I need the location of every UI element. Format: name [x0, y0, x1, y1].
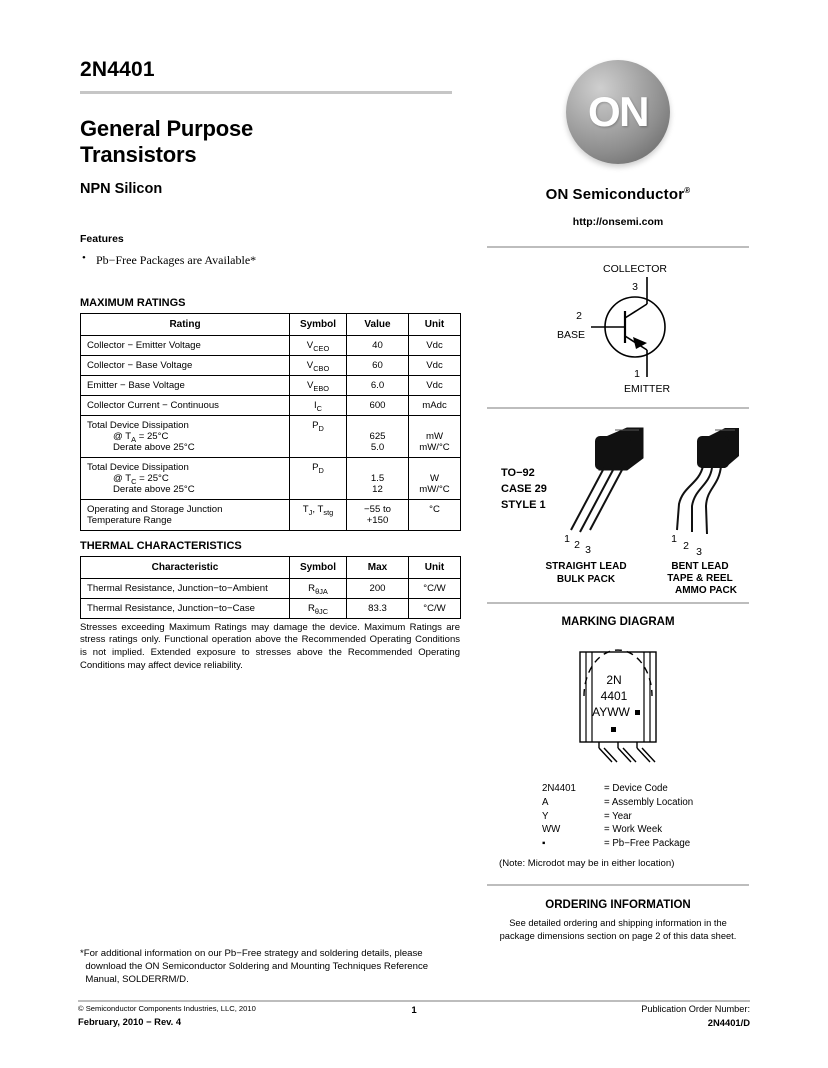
symbol-base: V — [306, 339, 314, 351]
title-divider — [80, 91, 452, 94]
marking-line2: 4401 — [600, 689, 628, 703]
cell-value — [347, 415, 409, 457]
lead-number-1: 1 — [564, 533, 570, 545]
legend-value: = Year — [604, 810, 632, 822]
ordering-information-body: See detailed ordering and shipping information in the package dimensions section on page 2 of this data sheet. — [499, 918, 737, 942]
symbol-sub: C — [316, 403, 322, 413]
cell-unit: °C — [409, 499, 461, 530]
cell-value — [347, 499, 409, 530]
legend-key: Y — [542, 810, 549, 822]
legend-row — [542, 782, 749, 796]
dissipation-unit2: mW/°C — [419, 483, 450, 495]
thermal-characteristics-heading: THERMAL CHARACTERISTICS — [80, 539, 242, 552]
cell-symbol: $R_{\theta JA}$ — [290, 578, 347, 598]
marking-line3: AYWW — [592, 705, 630, 719]
dissipation-line3: Derate above 25°C — [113, 441, 195, 453]
footer-right — [641, 1004, 750, 1028]
column-header-unit: Unit — [409, 313, 461, 335]
table-header-row — [81, 313, 461, 335]
cell-unit: mAdc — [409, 395, 461, 415]
left-column — [80, 58, 462, 672]
brand-logo-block — [487, 60, 749, 178]
registered-mark: ® — [684, 186, 691, 195]
brand-url[interactable]: http://onsemi.com — [572, 216, 664, 228]
dissipation-line3: Derate above 25°C — [113, 483, 195, 495]
pb-free-footnote — [80, 948, 462, 987]
cell-symbol — [290, 335, 347, 355]
table-row — [81, 355, 461, 375]
marking-line1: 2N — [606, 673, 622, 687]
cell-value — [347, 457, 409, 499]
column-header-unit: Unit — [409, 556, 461, 578]
cell-unit: °C/W — [409, 578, 461, 598]
legend-row — [542, 823, 749, 837]
ordering-information-heading: ORDERING INFORMATION — [545, 899, 691, 912]
dissipation-value2: 5.0 — [370, 441, 385, 453]
legend-row — [542, 796, 749, 810]
emitter-label: EMITTER — [623, 383, 671, 394]
lead-number-3: 3 — [585, 544, 591, 556]
cell-unit — [409, 457, 461, 499]
column-header-rating: Rating — [81, 313, 290, 335]
dissipation-value1: 625 — [369, 430, 386, 442]
microdot-bottom — [611, 727, 616, 732]
symbol-base: V — [306, 379, 314, 391]
cell-value: 6.0 — [347, 375, 409, 395]
dissipation-unit1: W — [429, 472, 440, 484]
collector-label: COLLECTOR — [603, 263, 667, 275]
legend-key: 2N4401 — [542, 783, 576, 794]
cell-unit: Vdc — [409, 375, 461, 395]
lead-number-3: 3 — [696, 546, 702, 558]
cell-characteristic: Thermal Resistance, Junction−to−Case — [81, 598, 290, 618]
dissipation-line1: Total Device Dissipation — [87, 419, 189, 431]
dissipation-unit1: mW — [425, 430, 444, 442]
transistor-schematic-block — [487, 248, 749, 407]
cell-symbol — [290, 375, 347, 395]
cell-rating — [81, 499, 290, 530]
column-header-value: Value — [347, 313, 409, 335]
marking-legend — [499, 782, 749, 870]
right-column — [487, 58, 749, 943]
marking-diagram-heading: MARKING DIAGRAM — [561, 616, 675, 628]
lead-number-2: 2 — [683, 540, 689, 552]
legend-value: = Pb−Free Package — [604, 838, 691, 850]
cell-symbol: $P_D$ — [290, 457, 347, 499]
legend-row — [542, 810, 749, 824]
base-pin-number: 2 — [576, 310, 582, 322]
case-line3: STYLE 1 — [501, 499, 546, 511]
column-header-symbol: Symbol — [290, 313, 347, 335]
case-line1: TO−92 — [501, 467, 535, 479]
cell-rating: Collector − Base Voltage — [81, 355, 290, 375]
maximum-ratings-table — [80, 313, 461, 531]
symbol-base: V — [306, 359, 314, 371]
cell-rating — [81, 415, 290, 457]
microdot-right — [635, 710, 640, 715]
thermal-characteristics-table — [80, 556, 461, 619]
cell-rating: Emitter − Base Voltage — [81, 375, 290, 395]
bent-lead-caption3: AMMO PACK — [674, 585, 737, 596]
legend-value: = Device Code — [604, 783, 668, 794]
dissipation-unit2: mW/°C — [419, 441, 450, 453]
straight-lead-package — [545, 428, 643, 585]
page-title — [80, 116, 462, 168]
lead-number-1: 1 — [671, 533, 677, 545]
cell-max: 200 — [347, 578, 409, 598]
table-row-dissipation-case — [81, 457, 461, 499]
table-row — [81, 335, 461, 355]
cell-rating: Collector − Emitter Voltage — [81, 335, 290, 355]
table-row — [81, 598, 461, 618]
table-row — [81, 395, 461, 415]
table-header-row — [81, 556, 461, 578]
page-subtitle: NPN Silicon — [80, 180, 163, 197]
to92-package-drawing-icon — [487, 418, 749, 590]
column-header-symbol: Symbol — [290, 556, 347, 578]
symbol-sub: CBO — [313, 363, 330, 373]
cell-symbol: $T_J$, $T_{stg}$ — [290, 499, 347, 530]
microdot-note: (Note: Microdot may be in either location) — [499, 857, 675, 869]
table-row — [81, 578, 461, 598]
marking-diagram-icon — [487, 638, 749, 763]
table-row-dissipation-ambient — [81, 415, 461, 457]
cell-symbol — [290, 395, 347, 415]
junction-value1: −55 to — [364, 503, 391, 515]
straight-lead-caption2: BULK PACK — [556, 574, 616, 585]
ordering-information-block — [487, 886, 749, 943]
dissipation-line1: Total Device Dissipation — [87, 461, 189, 473]
page-number: 1 — [411, 1005, 417, 1016]
cell-max: 83.3 — [347, 598, 409, 618]
lead-number-2: 2 — [574, 539, 580, 551]
date-revision: February, 2010 − Rev. 4 — [78, 1016, 182, 1027]
brand-name-on: ON — [545, 186, 569, 203]
base-label: BASE — [556, 329, 586, 341]
cell-symbol: $R_{\theta JC}$ — [290, 598, 347, 618]
publication-order-number: 2N4401/D — [707, 1017, 750, 1028]
cell-unit: Vdc — [409, 355, 461, 375]
publication-order-label: Publication Order Number: — [641, 1004, 750, 1014]
cell-symbol — [290, 355, 347, 375]
brand-name-semiconductor: Semiconductor — [572, 186, 685, 203]
on-logo-text: ON — [588, 88, 648, 135]
cell-value: 40 — [347, 335, 409, 355]
footnote-line2: download the ON Semiconductor Soldering and Mounting Techniques Reference — [85, 960, 429, 972]
features-heading: Features — [80, 232, 124, 245]
cell-unit — [409, 415, 461, 457]
dissipation-line2: @ $T_C = 25^\circ C$ — [113, 472, 169, 486]
cell-symbol: $P_D$ — [290, 415, 347, 457]
cell-rating: Collector Current − Continuous — [81, 395, 290, 415]
package-drawing-block — [487, 409, 749, 602]
dissipation-value2: 12 — [372, 483, 383, 495]
part-number: 2N4401 — [80, 58, 155, 81]
cell-rating — [81, 457, 290, 499]
collector-pin-number: 3 — [632, 281, 638, 293]
dissipation-line2: @ $T_A = 25^\circ C$ — [113, 430, 169, 444]
marking-diagram-block — [487, 604, 749, 874]
npn-transistor-symbol-icon — [487, 259, 749, 394]
table-row — [81, 375, 461, 395]
page-title-line1: General Purpose — [80, 116, 254, 141]
stress-note: Stresses exceeding Maximum Ratings may damage the device. Maximum Ratings are stress ratings only. Functional operation above the Recommended Operating Conditions is not implied. Extended exposure to stresses above the Recommended Operating Conditions may affect device reliability. — [80, 621, 460, 671]
bent-lead-caption2: TAPE & REEL — [667, 573, 733, 584]
cell-value: 600 — [347, 395, 409, 415]
junction-line2: Temperature Range — [87, 514, 172, 526]
case-line2: CASE 29 — [501, 483, 547, 495]
symbol-sub: EBO — [313, 383, 329, 393]
legend-key: A — [542, 796, 549, 808]
page-title-line2: Transistors — [80, 141, 197, 167]
dissipation-value1: 1.5 — [370, 472, 385, 484]
legend-row — [542, 837, 749, 851]
cell-unit: °C/W — [409, 598, 461, 618]
cell-value: 60 — [347, 355, 409, 375]
table-row-junction-temp — [81, 499, 461, 530]
cell-unit: Vdc — [409, 335, 461, 355]
column-header-characteristic: Characteristic — [81, 556, 290, 578]
brand-name — [487, 186, 749, 203]
legend-key: WW — [542, 824, 561, 836]
junction-value2: +150 — [366, 514, 389, 526]
legend-value: = Assembly Location — [604, 796, 694, 808]
legend-value: = Work Week — [604, 824, 663, 836]
column-header-max: Max — [347, 556, 409, 578]
maximum-ratings-heading: MAXIMUM RATINGS — [80, 296, 186, 309]
legend-key-microdot: ▪ — [542, 838, 546, 850]
features-list — [80, 253, 462, 268]
footnote-line3: Manual, SOLDERRM/D. — [85, 973, 189, 985]
symbol-base: I — [313, 399, 317, 411]
emitter-pin-number: 1 — [634, 368, 640, 380]
junction-line1: Operating and Storage Junction — [87, 503, 223, 515]
straight-lead-caption1: STRAIGHT LEAD — [545, 561, 627, 572]
footnote-line1: *For additional information on our Pb−Free strategy and soldering details, please — [80, 948, 423, 959]
on-logo-icon — [566, 60, 670, 164]
symbol-sub: CEO — [313, 343, 330, 353]
bent-lead-caption1: BENT LEAD — [671, 561, 729, 572]
feature-item: • Pb−Free Packages are Available* — [80, 253, 462, 268]
bent-lead-package — [667, 428, 739, 584]
cell-characteristic: Thermal Resistance, Junction−to−Ambient — [81, 578, 290, 598]
footer-divider — [78, 1000, 750, 1002]
copyright-text: © Semiconductor Components Industries, LLC, 2010 — [78, 1004, 256, 1013]
